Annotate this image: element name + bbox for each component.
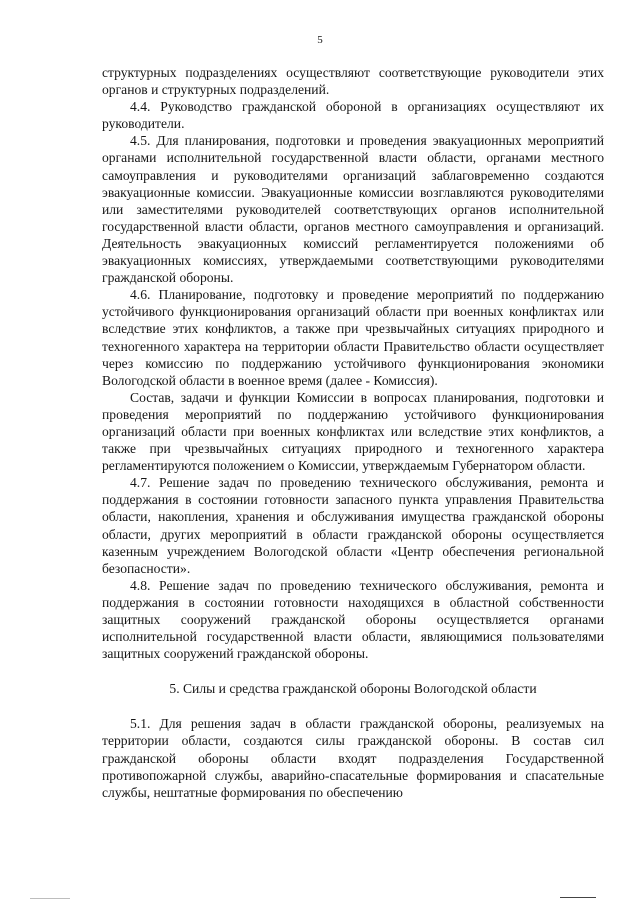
scan-mark-left [30,898,70,899]
page-number: 5 [317,34,323,46]
paragraph-4-8: 4.8. Решение задач по проведению технического обслуживания, ремонта и поддержания в состоянии готовности находящихся в областной собственности защитных сооружений гражданской обороны осуществляется органами исполнительной государственной власти области, являющимися пользователями защитных сооружений гражданской обороны. [102,577,604,662]
paragraph-5-1: 5.1. Для решения задач в области гражданской обороны, реализуемых на территории области, создаются силы гражданской обороны. В состав сил гражданской обороны области входят подразделения Государственной противопожарной службы, аварийно-спасательные формирования и спасательные службы, нештатные формирования по обеспечению [102,716,604,800]
paragraph-4-5: 4.5. Для планирования, подготовки и проведения эвакуационных мероприятий органами исполнительной государственной власти области, органами местного самоуправления и руководителями организаций заблаговременно создаются эвакуационные комиссии. Эвакуационные комиссии возглавляются руководителями или заместителями руководителей соответствующих органов исполнительной государственной власти области, органов местного самоуправления и организаций. Деятельность эвакуационных комиссий регламентируется положениями об эвакуационных комиссиях, утверждаемыми соответствующими руководителями гражданской обороны. [102,133,604,286]
scan-mark-right [560,897,596,898]
document-body [102,64,604,801]
paragraph-continuation: структурных подразделениях осуществляют соответствующие руководители этих органов и структурных подразделений. [102,65,604,98]
section-5-heading: 5. Силы и средства гражданской обороны Вологодской области [169,681,537,697]
paragraph-commission-composition: Состав, задачи и функции Комиссии в вопросах планирования, подготовки и проведения мероприятий по поддержанию устойчивого функционирования организаций области при военных конфликтах или вследствие этих конфликтов, а также при чрезвычайных ситуациях природного и техногенного характера регламентируются положением о Комиссии, утверждаемым Губернатором области. [102,389,604,474]
paragraph-4-7: 4.7. Решение задач по проведению технического обслуживания, ремонта и поддержания в состоянии готовности запасного пункта управления Правительства области, накопления, хранения и обслуживания имущества гражданской обороны области, других мероприятий в области гражданской обороны осуществляется казенным учреждением Вологодской области «Центр обеспечения региональной безопасности». [102,475,604,576]
paragraph-4-4: 4.4. Руководство гражданской обороной в организациях осуществляют их руководители. [102,99,604,132]
paragraph-4-6: 4.6. Планирование, подготовку и проведение мероприятий по поддержанию устойчивого функционирования организаций области при военных конфликтах или вследствие этих конфликтов, а также при чрезвычайных ситуациях природного и техногенного характера на территории области Правительство области осуществляет через комиссию по поддержанию устойчивого функционирования экономики Вологодской области в военное время (далее - Комиссия). [102,287,604,388]
